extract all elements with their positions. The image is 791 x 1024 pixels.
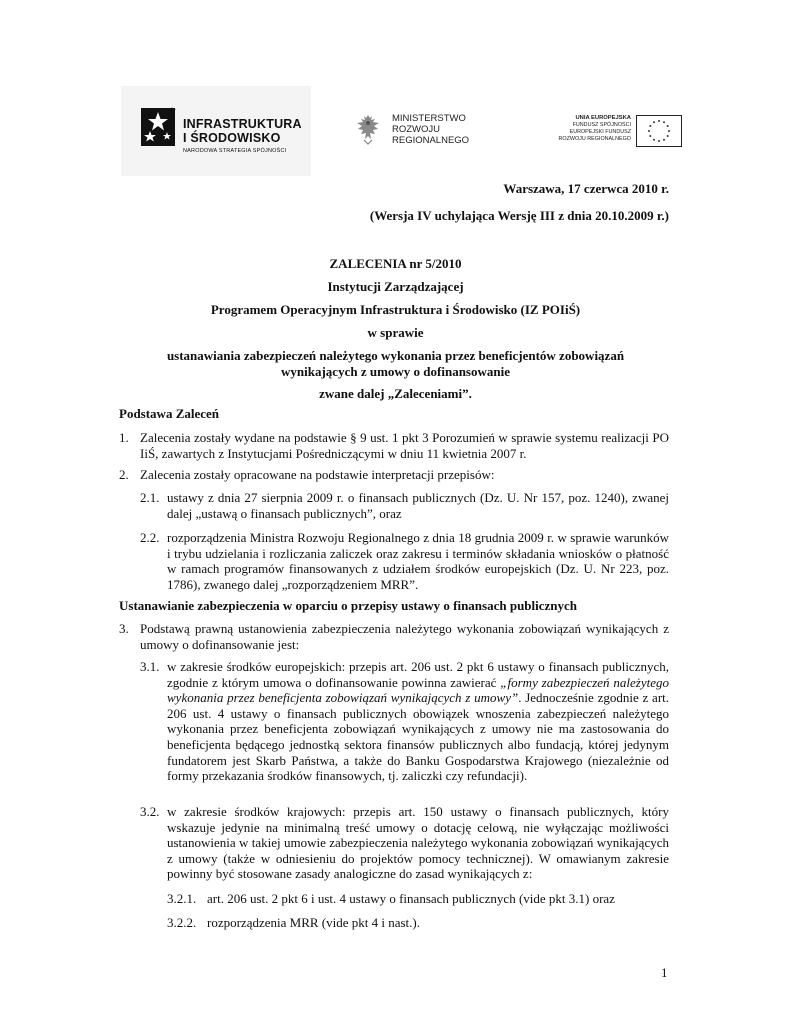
item-number: 2.1. — [140, 490, 160, 505]
item-text-part: . Jednocześnie zgodnie z art. 206 ust. 4 ustawy o finansach publicznych obowiązek wnoszenia zabezpieczeń należytego wykonania przez beneficjenta zobowiązań wynikających z umowy nie ma zastosowania do beneficjenta będącego jednostką sektora finansów publicznych albo fundacją, której jedynym fundatorem jest Skarb Państwa, a także do Banku Gospodarstwa Krajowego (niezależnie od formy przekazania środków finansowych, tj. zaliczki czy refundacji). — [167, 690, 670, 784]
title-line3: Programem Operacyjnym Infrastruktura i Środowisko (IZ POIiŚ) — [210, 302, 581, 317]
strategia-subtitle: NARODOWA STRATEGIA SPÓJNOŚCI — [183, 148, 287, 154]
ue-line1: UNIA EUROPEJSKA — [575, 115, 631, 121]
document-version: (Wersja IV uchylająca Wersję III z dnia 20.10.2009 r.) — [369, 208, 669, 223]
infrastruktura-title: INFRASTRUKTURA — [183, 117, 302, 131]
item-text: Podstawą prawną ustanowienia zabezpieczenia należytego wykonania zobowiązań wynikających z umowy o dofinansowanie jest: — [140, 621, 669, 652]
ministerstwo-line1: MINISTERSTWO — [392, 113, 466, 124]
eu-flag-icon — [636, 115, 682, 147]
section-heading-podstawa: Podstawa Zaleceń — [119, 406, 220, 421]
item-text-quote: „formy zabezpieczeń należytego wykonania przez beneficjenta zobowiązań wynikających z umowy” — [167, 674, 669, 706]
srodowisko-title: I ŚRODOWISKO — [183, 131, 281, 145]
title-line7: zwane dalej „Zaleceniami”. — [319, 386, 472, 401]
ministerstwo-line3: REGIONALNEGO — [392, 135, 470, 146]
ue-line4: ROZWOJU REGIONALNEGO — [558, 136, 631, 142]
item-number: 3.2.1. — [167, 891, 197, 906]
item-number: 3.1. — [140, 659, 160, 674]
ue-line2: FUNDUSZ SPÓJNOŚCI — [572, 122, 631, 128]
document-title: ZALECENIA nr 5/2010 — [329, 256, 462, 271]
ue-text — [537, 115, 631, 143]
item-number: 2.2. — [140, 530, 160, 545]
page-number: 1 — [661, 965, 668, 980]
item-text: rozporządzenia MRR (vide pkt 4 i nast.). — [207, 915, 420, 930]
title-line5: ustanawiania zabezpieczeń należytego wykonania przez beneficjentów zobowiązań — [166, 348, 625, 363]
item-number: 1. — [119, 430, 129, 445]
ue-line3: EUROPEJSKI FUNDUSZ — [569, 129, 631, 135]
ministerstwo-logo — [354, 112, 470, 151]
infrastruktura-logo — [121, 86, 311, 176]
item-number: 3.2.2. — [167, 915, 197, 930]
item-text: ustawy z dnia 27 sierpnia 2009 r. o finansach publicznych (Dz. U. Nr 157, poz. 1240), zwanej dalej „ustawą o finansach publicznych”, oraz — [167, 490, 669, 521]
item-number: 3.2. — [140, 804, 160, 819]
item-text: rozporządzenia Ministra Rozwoju Regionalnego z dnia 18 grudnia 2009 r. w sprawie warunków i trybu udzielania i rozliczania zaliczek oraz zakresu i terminów składania wniosków o płatność w ramach programów finansowanych z udziałem środków europejskich (Dz. U. Nr 223, poz. 1786), zwanego dalej „rozporządzeniem MRR”. — [167, 530, 669, 592]
item-text: w zakresie środków krajowych: przepis art. 150 ustawy o finansach publicznych, który wskazuje jedynie na minimalną treść umowy o dotację celową, nie wyłączając możliwości ustanowienia w takiej umowie zabezpieczenia należytego wykonania zobowiązań wynikających z umowy (także w odniesieniu do projektów pomocy technicznej). W omawianym zakresie powinny być stosowane zasady analogiczne do zasad wynikających z: — [167, 804, 669, 882]
item-number: 2. — [119, 467, 129, 482]
ministerstwo-line2: ROZWOJU — [392, 124, 441, 135]
item-text — [167, 659, 669, 784]
title-line2: Instytucji Zarządzającej — [327, 279, 464, 294]
item-text: art. 206 ust. 2 pkt 6 i ust. 4 ustawy o finansach publicznych (vide pkt 3.1) oraz — [207, 891, 615, 906]
section-heading-ustanawianie: Ustanawianie zabezpieczenia w oparciu o przepisy ustawy o finansach publicznych — [119, 598, 578, 613]
ministerstwo-text — [392, 113, 469, 146]
document-date: Warszawa, 17 czerwca 2010 r. — [503, 181, 669, 196]
eagle-emblem-icon — [354, 112, 382, 146]
item-text: Zalecenia zostały wydane na podstawie § 9 ust. 1 pkt 3 Porozumień w sprawie systemu realizacji PO IiŚ, zawartych z Instytucjami Pośredniczącymi w dniu 11 kwietnia 2007 r. — [140, 430, 669, 461]
logo-bar — [121, 86, 667, 176]
item-number: 3. — [119, 621, 129, 636]
title-line4: w sprawie — [367, 325, 424, 340]
item-text-part: w zakresie środków europejskich: przepis art. 206 ust. 2 pkt 6 ustawy o finansach publicznych, zgodnie z którym umowa o dofinansowanie powinna zawierać — [167, 659, 669, 690]
stars-emblem-icon — [141, 104, 181, 150]
item-text: Zalecenia zostały opracowane na podstawie interpretacji przepisów: — [140, 467, 495, 482]
title-line6: wynikających z umowy o dofinansowanie — [281, 364, 510, 379]
